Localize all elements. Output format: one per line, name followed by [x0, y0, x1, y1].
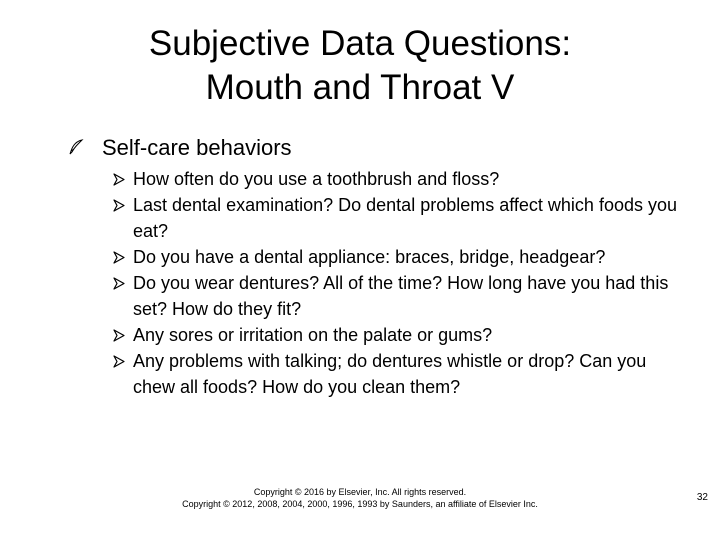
- arrow-bullet-icon: [113, 329, 125, 342]
- question-text: Any sores or irritation on the palate or gums?: [133, 325, 493, 345]
- slide-title: [0, 22, 720, 110]
- copyright-footer: [150, 486, 570, 510]
- question-item: [113, 348, 683, 400]
- question-item: [113, 322, 683, 348]
- arrow-bullet-icon: [113, 199, 125, 212]
- slide-title-line-2: Mouth and Throat V: [205, 68, 515, 107]
- copyright-line-2: Copyright © 2012, 2008, 2004, 2000, 1996, 1993 by Saunders, an affiliate of Elsevier Inc.: [182, 499, 538, 509]
- arrow-bullet-icon: [113, 173, 125, 186]
- question-item: [113, 270, 683, 322]
- page-number: 32: [696, 492, 708, 503]
- arrow-bullet-icon: [113, 277, 125, 290]
- question-text: Do you wear dentures? All of the time? How long have you had this set? How do they fit?: [133, 273, 669, 319]
- quill-pen-icon: [68, 139, 84, 155]
- question-text: How often do you use a toothbrush and floss?: [133, 169, 500, 189]
- arrow-bullet-icon: [113, 355, 125, 368]
- copyright-line-1: Copyright © 2016 by Elsevier, Inc. All rights reserved.: [253, 487, 467, 497]
- question-item: [113, 166, 683, 192]
- slide-title-line-1: Subjective Data Questions:: [148, 24, 572, 63]
- question-text: Any problems with talking; do dentures whistle or drop? Can you chew all foods? How do you clean them?: [133, 351, 647, 397]
- question-item: [113, 244, 683, 270]
- question-list: [113, 166, 683, 400]
- arrow-bullet-icon: [113, 251, 125, 264]
- question-text: Do you have a dental appliance: braces, bridge, headgear?: [133, 247, 606, 267]
- question-text: Last dental examination? Do dental problems affect which foods you eat?: [133, 195, 677, 241]
- question-item: [113, 192, 683, 244]
- section-heading: Self-care behaviors: [102, 135, 292, 160]
